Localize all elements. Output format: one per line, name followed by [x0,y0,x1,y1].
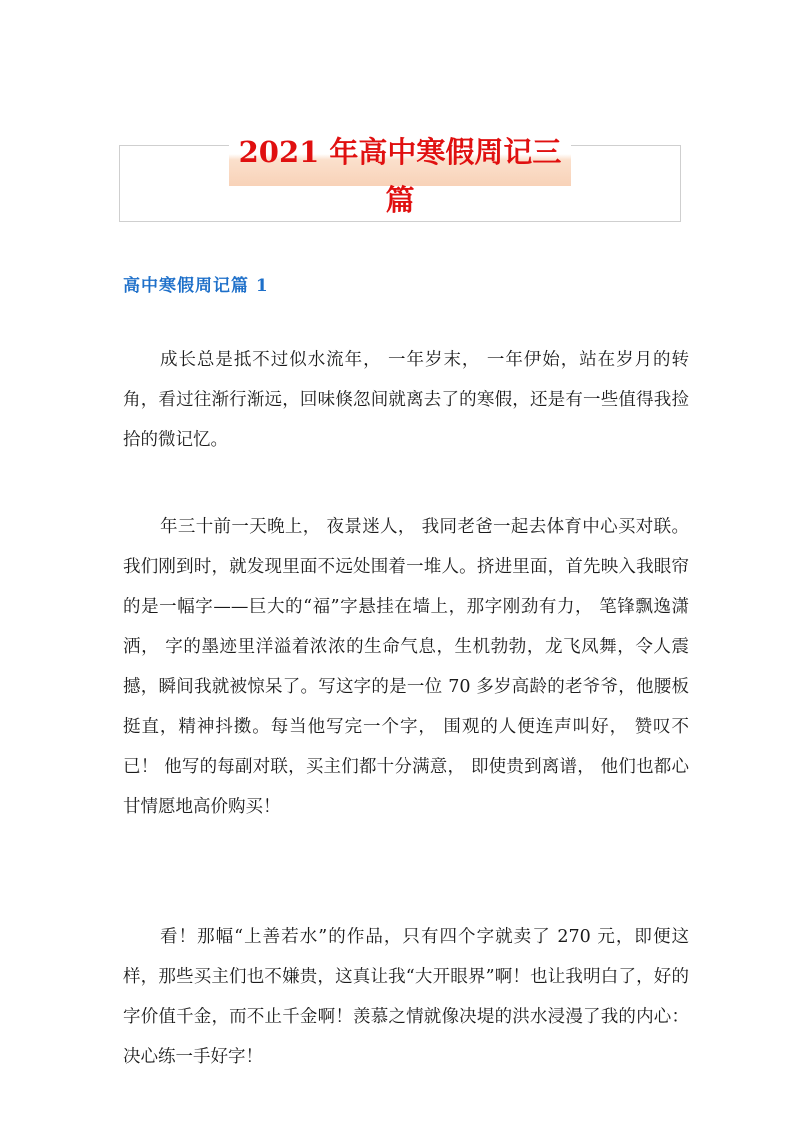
paragraph-1: 成长总是抵不过似水流年， 一年岁末， 一年伊始，站在岁月的转角，看过往渐行渐远，回味倏忽间就离去了的寒假，还是有一些值得我捡拾的微记忆。 [123,350,689,450]
document-title: 2021 年高中寒假周记三篇 [238,135,562,217]
paragraph-3: 看！那幅“上善若水”的作品，只有四个字就卖了 270 元，即便这样，那些买主们也不嫌贵，这真让我“大开眼界”啊！也让我明白了，好的字价值千金，而不止千金啊！羡慕之情就像决堤的洪水浸漫了我的内心：决心练一手好字！ [123,927,689,1067]
section-heading: 高中寒假周记篇 1 [123,276,269,296]
paragraph-2: 年三十前一天晚上， 夜景迷人， 我同老爸一起去体育中心买对联。我们刚到时，就发现里面不远处围着一堆人。挤进里面，首先映入我眼帘的是一幅字——巨大的“福”字悬挂在墙上，那字刚劲有力， 笔锋飘逸潇洒， 字的墨迹里洋溢着浓浓的生命气息，生机勃勃，龙飞凤舞，令人震撼，瞬间我就被惊呆了。写这字的是一位 70 多岁高龄的老爷爷，他腰板挺直，精神抖擞。每当他写完一个字， 围观的人便连声叫好， 赞叹不已！ 他写的每副对联，买主们都十分满意， 即使贵到离谱， 他们也都心甘情愿地高价购买！ [123,517,689,817]
